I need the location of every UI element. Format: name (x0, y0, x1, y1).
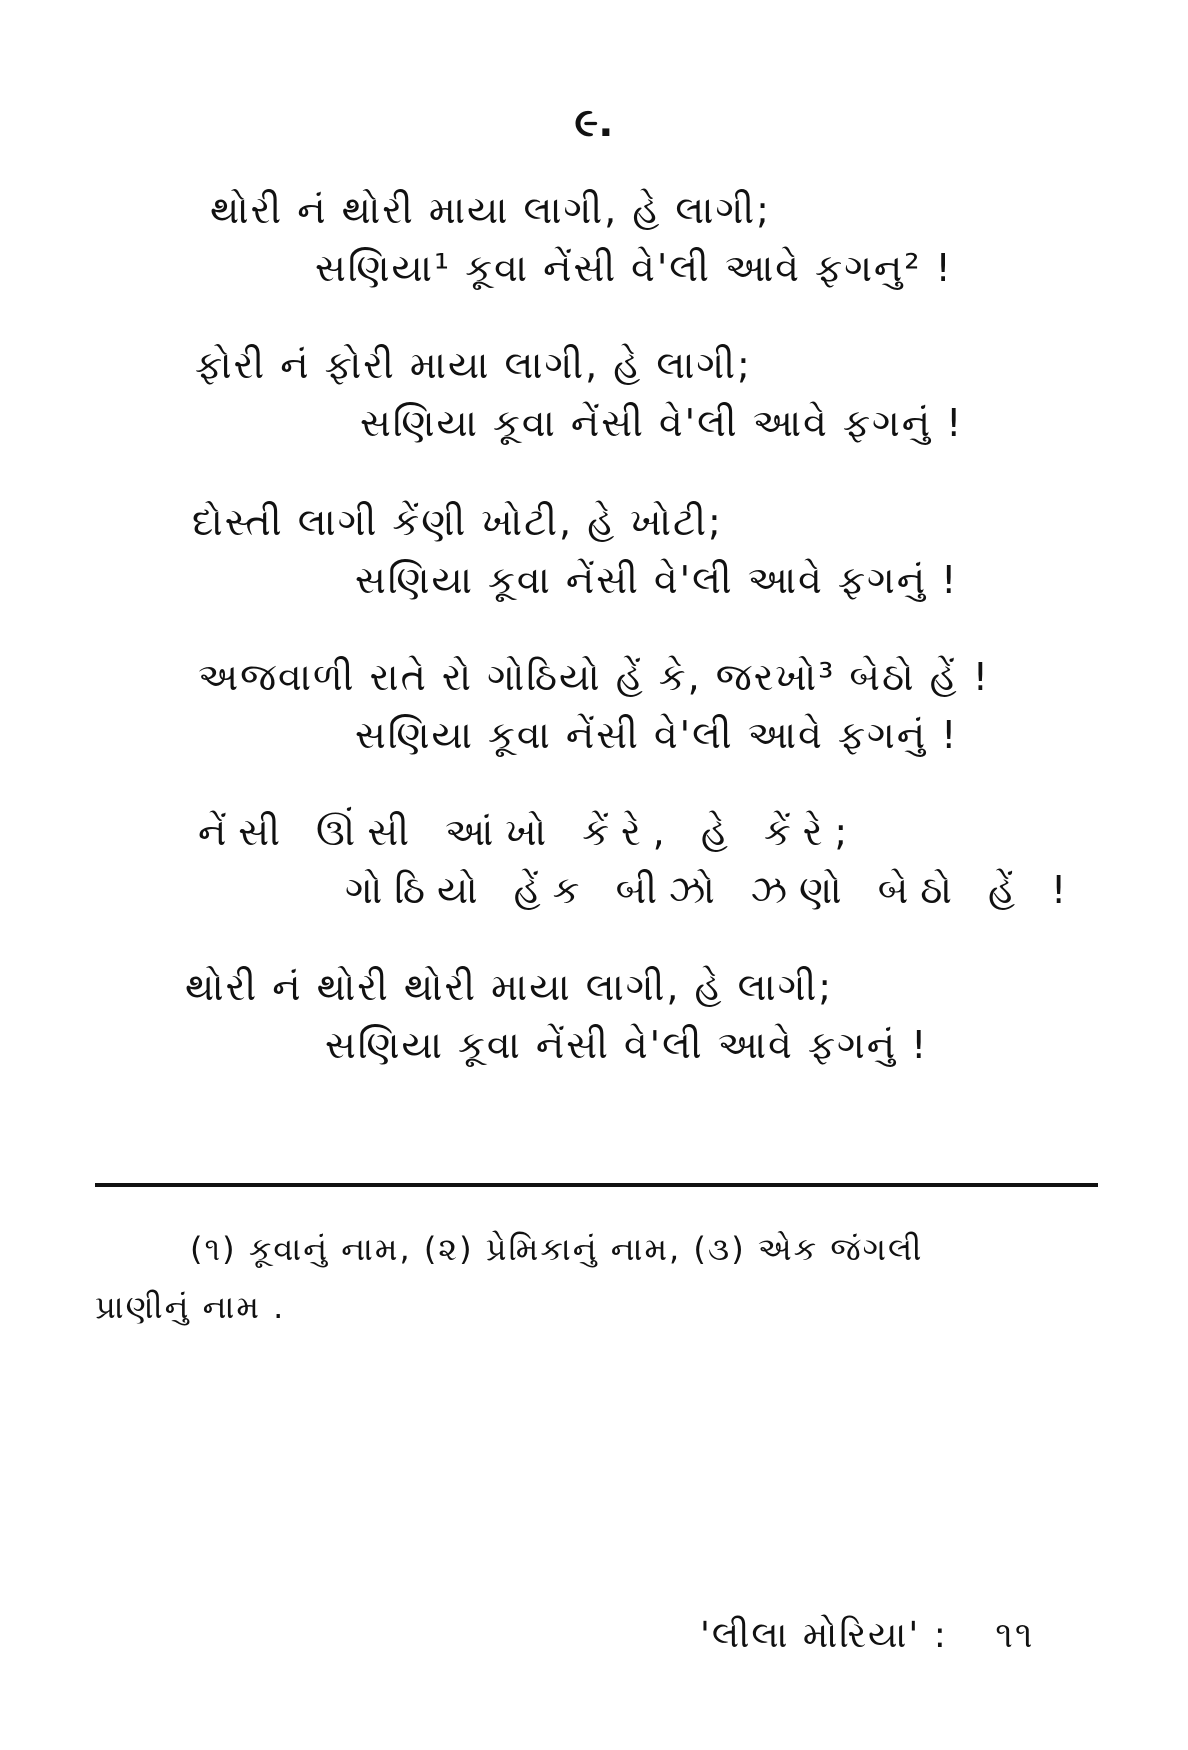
stanza-refrain: ગોઠિયો હેંક બીઝો ઝણો બેઠો હેં ! (345, 868, 1079, 912)
footnote-line: પ્રાણીનું નામ . (95, 1288, 286, 1326)
stanza-line: દોસ્તી લાગી કેંણી ખોટી, હે ખોટી; (192, 500, 723, 544)
page-footer (700, 1615, 1035, 1657)
footnote-line: (૧) કૂવાનું નામ, (૨) પ્રેમિકાનું નામ, (૩) એક જંગલી (190, 1230, 924, 1268)
stanza-refrain: સણિયા કૂવા નેંસી વે'લી આવે ફગનું ! (360, 401, 964, 445)
stanza-line: થોરી નં થોરી થોરી માયા લાગી, હે લાગી; (185, 965, 834, 1009)
stanza-line: નેંસી ઊંસી આંખો કેંરે, હે કેંરે; (198, 810, 860, 854)
footnote-divider (95, 1183, 1098, 1187)
stanza-line: અજવાળી રાતે રો ગોઠિયો હેં કે, જરખો³ બેઠો હેં ! (198, 655, 990, 699)
stanza-refrain: સણિયા કૂવા નેંસી વે'લી આવે ફગનું ! (325, 1023, 929, 1067)
page-number: ૧૧ (995, 1615, 1035, 1656)
page-marker: ૯. (574, 100, 614, 146)
stanza-refrain: સણિયા¹ કૂવા નેંસી વે'લી આવે ફગનુ² ! (315, 246, 953, 290)
stanza-refrain: સણિયા કૂવા નેંસી વે'લી આવે ફગનું ! (355, 558, 959, 602)
stanza-line: ફોરી નં ફોરી માયા લાગી, હે લાગી; (195, 343, 752, 387)
stanza-refrain: સણિયા કૂવા નેંસી વે'લી આવે ફગનું ! (355, 713, 959, 757)
stanza-line: થોરી નં થોરી માયા લાગી, હે લાગી; (210, 188, 771, 232)
book-title: 'લીલા મોરિયા' : (700, 1615, 948, 1656)
